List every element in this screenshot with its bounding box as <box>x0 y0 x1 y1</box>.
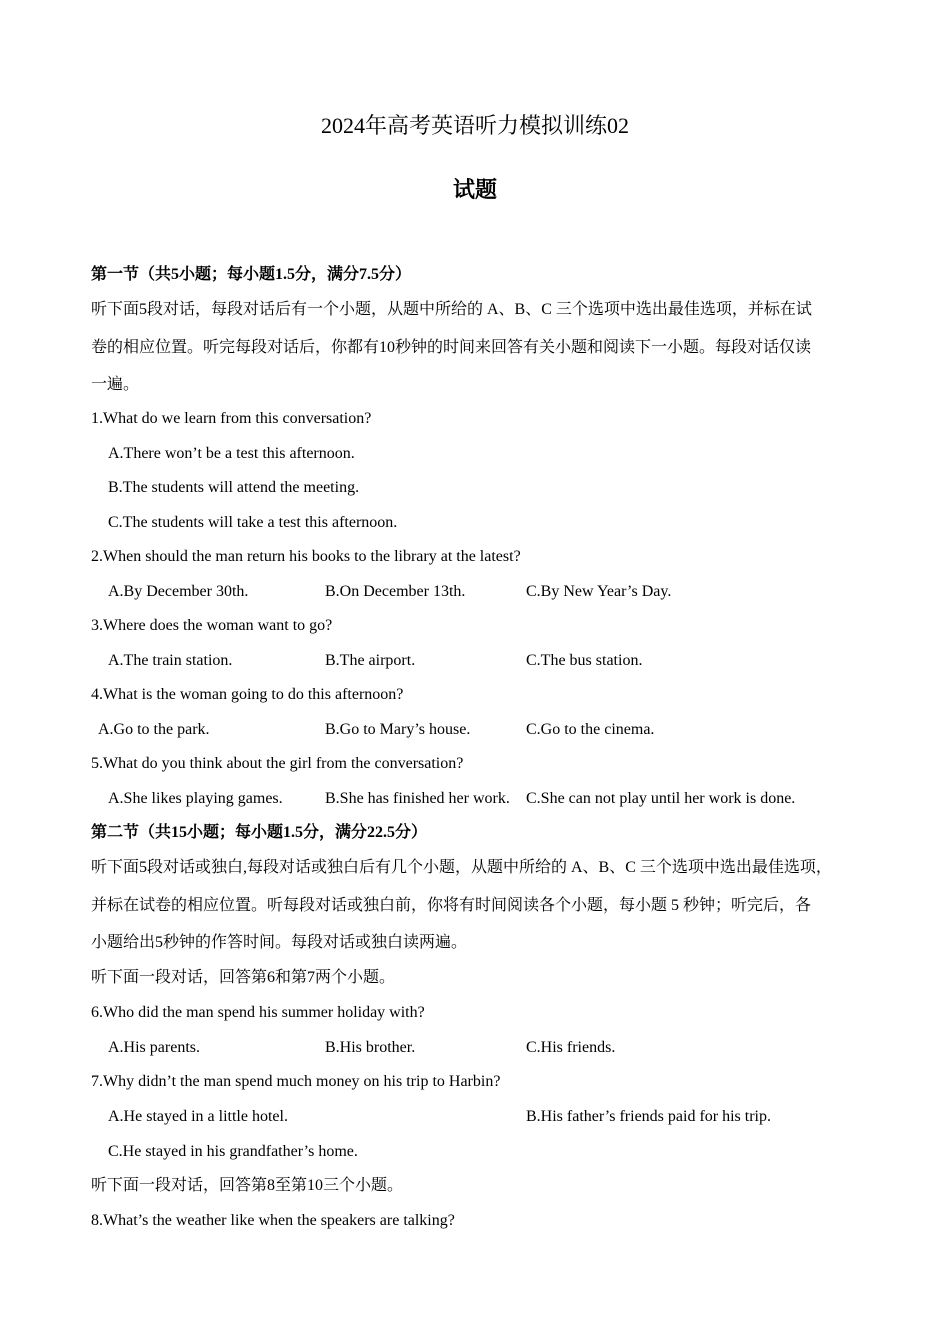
question-6-option-b: B.His brother. <box>325 1039 416 1056</box>
question-1-option-b: B.The students will attend the meeting. <box>108 479 360 496</box>
question-6-option-a: A.His parents. <box>108 1039 200 1056</box>
question-5-stem: 5.What do you think about the girl from the conversation? <box>91 755 464 772</box>
section2-instruction-line: 听下面5段对话或独白,每段对话或独白后有几个小题，从题中所给的 A、B、C 三个选项中选出最佳选项， <box>91 859 832 876</box>
question-2-stem: 2.When should the man return his books to the library at the latest? <box>91 548 521 565</box>
question-8-stem: 8.What’s the weather like when the speakers are talking? <box>91 1212 455 1229</box>
group-intro: 听下面一段对话，回答第8至第10三个小题。 <box>91 1177 404 1194</box>
section1-heading: 第一节（共5小题；每小题1.5分，满分7.5分） <box>91 266 412 283</box>
question-1-option-c: C.The students will take a test this afternoon. <box>108 514 398 531</box>
question-7-option-a: A.He stayed in a little hotel. <box>108 1108 288 1125</box>
question-3-option-b: B.The airport. <box>325 652 416 669</box>
exam-subtitle: 试题 <box>452 177 497 202</box>
section2-instruction-line: 并标在试卷的相应位置。听每段对话或独白前，你将有时间阅读各个小题，每小题 5 秒钟；听完后，各 <box>91 897 812 914</box>
question-5-option-b: B.She has finished her work. <box>325 790 510 807</box>
question-5-option-c: C.She can not play until her work is done. <box>526 790 796 807</box>
exam-title: 2024年高考英语听力模拟训练02 <box>320 113 629 138</box>
question-2-option-b: B.On December 13th. <box>325 583 466 600</box>
question-4-option-a: A.Go to the park. <box>98 721 210 738</box>
section1-instruction-line: 卷的相应位置。听完每段对话后，你都有10秒钟的时间来回答有关小题和阅读下一小题。每段对话仅读 <box>91 339 812 356</box>
question-3-option-c: C.The bus station. <box>526 652 643 669</box>
question-1-stem: 1.What do we learn from this conversation? <box>91 410 372 427</box>
question-4-option-c: C.Go to the cinema. <box>526 721 655 738</box>
question-5-option-a: A.She likes playing games. <box>108 790 283 807</box>
section1-instruction-line: 听下面5段对话，每段对话后有一个小题，从题中所给的 A、B、C 三个选项中选出最佳选项，并标在试 <box>91 301 812 318</box>
question-4-option-b: B.Go to Mary’s house. <box>325 721 471 738</box>
group-intro: 听下面一段对话，回答第6和第7两个小题。 <box>91 969 396 986</box>
section1-instruction-line: 一遍。 <box>91 376 140 393</box>
question-2-option-a: A.By December 30th. <box>108 583 249 600</box>
question-6-stem: 6.Who did the man spend his summer holiday with? <box>91 1004 425 1021</box>
question-6-option-c: C.His friends. <box>526 1039 616 1056</box>
question-4-stem: 4.What is the woman going to do this afternoon? <box>91 686 404 703</box>
question-7-stem: 7.Why didn’t the man spend much money on his trip to Harbin? <box>91 1073 501 1090</box>
question-7-option-b: B.His father’s friends paid for his trip. <box>526 1108 771 1125</box>
section2-heading: 第二节（共15小题；每小题1.5分，满分22.5分） <box>91 824 428 841</box>
section2-instruction-line: 小题给出5秒钟的作答时间。每段对话或独白读两遍。 <box>91 934 468 951</box>
question-3-stem: 3.Where does the woman want to go? <box>91 617 333 634</box>
question-1-option-a: A.There won’t be a test this afternoon. <box>108 445 355 462</box>
question-7-option-c: C.He stayed in his grandfather’s home. <box>108 1143 358 1160</box>
question-3-option-a: A.The train station. <box>108 652 233 669</box>
question-2-option-c: C.By New Year’s Day. <box>526 583 672 600</box>
